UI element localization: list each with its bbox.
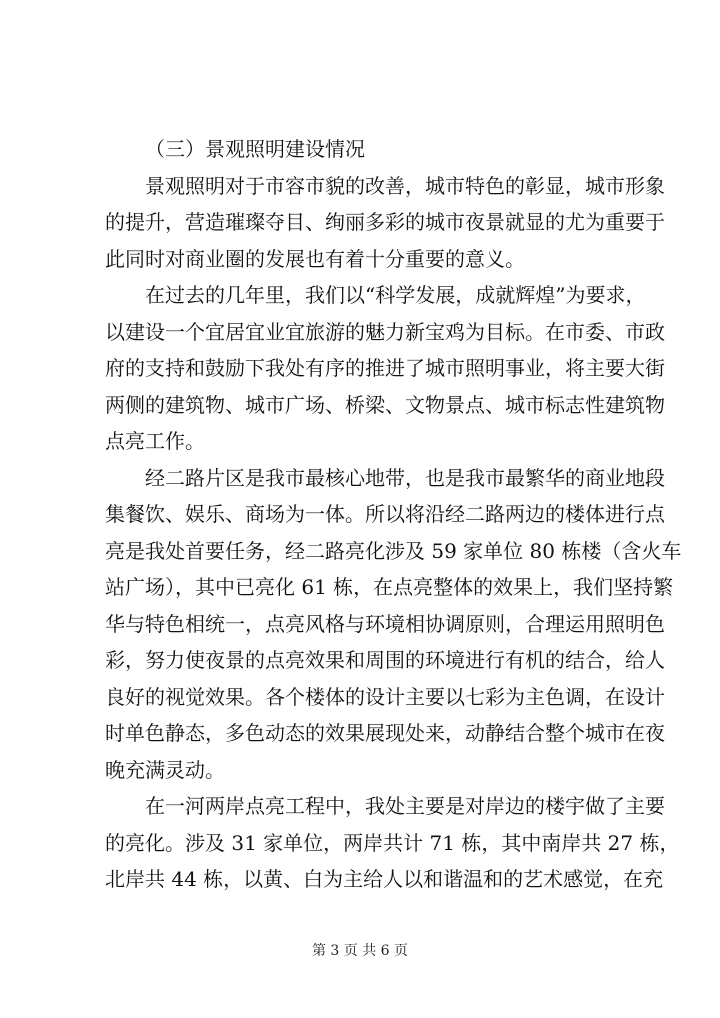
paragraph-list [105, 168, 682, 898]
paragraph-line: 北岸共 44 栋，以黄、白为主给人以和谐温和的艺术感觉，在充 [105, 867, 664, 891]
paragraph-line: 良好的视觉效果。各个楼体的设计主要以七彩为主色调，在设计 [105, 684, 665, 709]
paragraph-line: 点亮工作。 [105, 429, 205, 453]
paragraph [105, 788, 680, 898]
paragraph-line: 集餐饮、娱乐、商场为一体。所以将沿经二路两边的楼体进行点 [105, 502, 665, 526]
section-heading: （三）景观照明建设情况 [145, 137, 365, 161]
paragraph-line: 在一河两岸点亮工程中，我处主要是对岸边的楼宇做了主要 [145, 794, 665, 818]
paragraph [105, 168, 665, 278]
paragraph-line: 以建设一个宜居宜业宜旅游的魅力新宝鸡为目标。在市委、市政 [105, 319, 665, 344]
document-body [105, 131, 682, 898]
paragraph-line: 晚充满灵动。 [105, 757, 225, 782]
paragraph [105, 460, 682, 789]
paragraph-line: 的提升，营造璀璨夺目、绚丽多彩的城市夜景就显的尤为重要于 [105, 210, 665, 234]
paragraph-line: 华与特色相统一，点亮风格与环境相协调原则，合理运用照明色 [105, 611, 665, 636]
paragraph-line: 经二路片区是我市最核心地带，也是我市最繁华的商业地段 [145, 465, 665, 490]
paragraph-line: 景观照明对于市容市貌的改善，城市特色的彰显，城市形象 [145, 173, 665, 198]
paragraph-line: 在过去的几年里，我们以“科学发展，成就辉煌”为要求， [145, 283, 646, 307]
paragraph-line: 的亮化。涉及 31 家单位，两岸共计 71 栋，其中南岸共 27 栋， [105, 830, 680, 855]
paragraph-line: 彩，努力使夜景的点亮效果和周围的环境进行有机的结合，给人 [105, 648, 665, 672]
paragraph-line: 站广场），其中已亮化 61 栋，在点亮整体的效果上，我们坚持繁 [105, 575, 674, 599]
paragraph-line: 两侧的建筑物、城市广场、桥梁、文物景点、城市标志性建筑物 [105, 392, 665, 417]
paragraph [105, 277, 665, 460]
paragraph-line: 府的支持和鼓励下我处有序的推进了城市照明事业，将主要大街 [105, 356, 665, 380]
page-footer: 第 3 页 共 6 页 [311, 943, 409, 959]
paragraph-line: 时单色静态，多色动态的效果展现处来，动静结合整个城市在夜 [105, 721, 665, 745]
paragraph-line: 亮是我处首要任务，经二路亮化涉及 59 家单位 80 栋楼（含火车 [105, 538, 682, 563]
paragraph-line: 此同时对商业圈的发展也有着十分重要的意义。 [105, 246, 525, 271]
